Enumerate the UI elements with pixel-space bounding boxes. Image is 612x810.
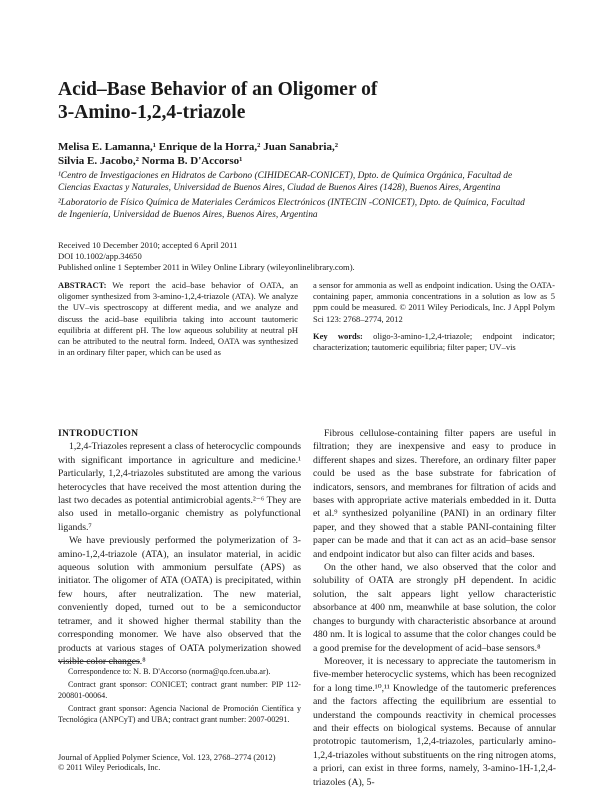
author-list — [58, 141, 528, 168]
authors-line-2: Silvia E. Jacobo,² Norma B. D'Accorso¹ — [58, 154, 243, 167]
affiliation-2: ²Laboratorio de Físico Química de Materiales Cerámicos Electrónicos (INTECIN -CONICET), Dpto. de Química, Facultad de Ingeniería, Universidad de Buenos Aires, Buenos Aires, Argentina — [58, 198, 525, 220]
grant-note-1: Contract grant sponsor: CONICET; contract grant number: PIP 112-200801-00064. — [58, 680, 301, 700]
abstract-text-left: We report the acid–base behavior of OATA, an oligomer synthesized from 3-amino-1,2,4-triazole (ATA). We analyze the UV–vis spectroscopy at different media, and we analyze and discuss the acid–base equilibria taking into account tautomeric equilibria at different pH. The low aqueous solubility at neutral pH can be attributed to the neutral form. Indeed, OATA was synthesized in an ordinary filter paper, which can be used as — [58, 280, 298, 358]
footnotes — [58, 667, 301, 728]
abstract-left — [58, 280, 298, 358]
keywords — [313, 331, 555, 353]
copyright: © 2011 Wiley Periodicals, Inc. — [58, 763, 161, 773]
keywords-label: Key words: — [313, 330, 363, 341]
title-line-2: 3-Amino-1,2,4-triazole — [58, 102, 246, 123]
right-paragraph-2: On the other hand, we also observed that the color and solubility of OATA are strongly pH dependent. In acidic solution, the salt appears light yellow characteristic absorbance at 400 nm, meanwhile at base solution, the color changes to burgundy with characteristic absorbance at around 480 nm. It is logical to assume that the color changes could be a good premise for the development of acid–base sensors.⁸ — [313, 562, 556, 654]
section-heading-introduction: INTRODUCTION — [58, 428, 139, 439]
affiliations — [58, 171, 528, 221]
affiliation-1: ¹Centro de Investigaciones en Hidratos de Carbono (CIHIDECAR-CONICET), Dpto. de Química Orgánica, Facultad de Ciencias Exactas y Naturales, Universidad de Buenos Aires, Ciudad de Buenos Aires (1428), Buenos Aires, Argentina — [58, 171, 513, 193]
doi: DOI 10.1002/app.34650 — [58, 251, 142, 262]
published-online: Published online 1 September 2011 in Wiley Online Library (wileyonlinelibrary.com). — [58, 262, 355, 273]
body-column-right — [313, 427, 556, 789]
abstract-right — [313, 280, 555, 353]
received-date: Received 10 December 2010; accepted 6 April 2011 — [58, 240, 238, 250]
journal-citation: Journal of Applied Polymer Science, Vol. 123, 2768–2774 (2012) — [58, 753, 276, 762]
footnote-divider — [58, 661, 140, 662]
abstract-label: ABSTRACT: — [58, 280, 107, 290]
publication-history — [58, 240, 528, 274]
article-title — [58, 78, 538, 124]
journal-footer — [58, 753, 318, 774]
body-column-left — [58, 427, 301, 668]
right-paragraph-1: Fibrous cellulose-containing filter papers are useful in filtration; they are inexpensive and easy to produce in different shapes and sizes. Therefore, an ordinary filter paper could be used as the base substrate for fabrication of indicators, sensors, and membranes for filtration of acids and bases with appropriate active materials embedded in it. Dutta et al.⁹ synthesized polyaniline (PANI) in an ordinary filter paper, and they showed that a stable PANI-containing filter paper can be made and that it can act as an acid–base sensor and endpoint indicator but also can filter acids and bases. — [313, 428, 556, 560]
grant-note-2: Contract grant sponsor: Agencia Nacional de Promoción Científica y Tecnológica (ANPCyT) and UBA; contract grant number: 2007-00291. — [58, 704, 301, 724]
right-paragraph-3: Moreover, it is necessary to appreciate the tautomerism in five-member heterocyclic systems, which has been recognized for a long time.¹⁰,¹¹ Knowledge of the tautomeric preferences and the factors affecting the equilibrium are essential to understand the compounds reactivity in chemical processes and their effects on biological systems. Because of annular prototropic tautomerism, 1,2,4-triazoles, particularly amino-1,2,4-triazoles without substituents on the ring nitrogen atoms, a priori, can exist in three forms, namely, 3-amino-1H-1,2,4-triazoles (A), 5- — [313, 655, 556, 788]
left-paragraph-2: We have previously performed the polymerization of 3-amino-1,2,4-triazole (ATA), an insulator material, in acidic aqueous solution with ammonium persulfate (APS) as initiator. The oligomer of ATA (OATA) is precipitated, within few hours, after neutralization. The new material, conveniently doped, turned out to be a semiconductor tetramer, and it showed higher thermal stability than the corresponding monomer. We have also observed that the products at various stages of OATA polymerization showed visible color changes.⁸ — [58, 535, 301, 667]
correspondence-note: Correspondence to: N. B. D'Accorso (norma@qo.fcen.uba.ar). — [68, 667, 271, 676]
title-line-1: Acid–Base Behavior of an Oligomer of — [58, 79, 378, 100]
keywords-text: oligo-3-amino-1,2,4-triazole; endpoint indicator; characterization; tautomeric equilibria; filter paper; UV–vis — [313, 330, 555, 353]
authors-line-1: Melisa E. Lamanna,¹ Enrique de la Horra,² Juan Sanabria,² — [58, 141, 339, 153]
abstract-text-right: a sensor for ammonia as well as endpoint indication. Using the OATA-containing paper, ammonia concentrations in a solution as low as 5 ppm could be measured. © 2011 Wiley Periodicals, Inc. J Appl Polym Sci 123: 2768–2774, 2012 — [313, 280, 555, 324]
left-paragraph-1: 1,2,4-Triazoles represent a class of heterocyclic compounds with significant importance in agriculture and medicine.¹ Particularly, 1,2,4-triazoles substituted are among the various heterocycles that have received the most attention during the last two decades as potential antimicrobial agents.²⁻⁶ They are also used in metallo-organic chemistry as polyfunctional ligands.⁷ — [58, 441, 301, 533]
